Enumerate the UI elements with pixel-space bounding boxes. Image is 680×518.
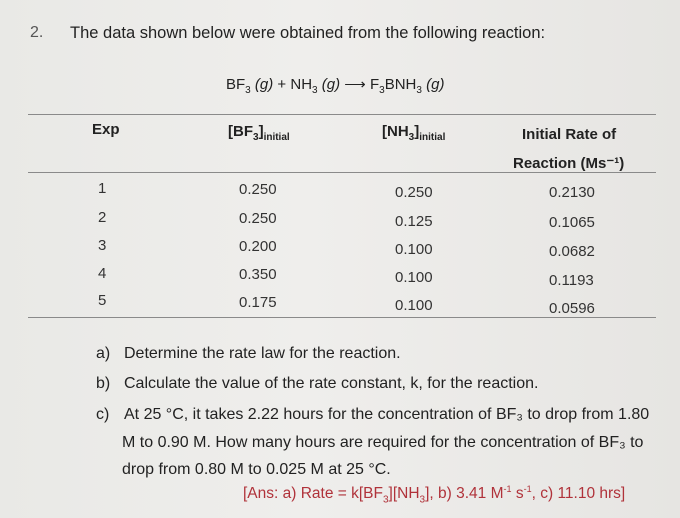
eq-product-b: BNH — [384, 76, 417, 93]
eq-reactant1-sub: 3 — [245, 85, 251, 96]
header-rate-line1: Initial Rate of — [522, 126, 617, 143]
cell-rate: 0.0596 — [549, 300, 595, 317]
header-bf3-a: [BF — [228, 123, 253, 140]
reaction-equation — [226, 75, 444, 96]
part-c-line2: M to 0.90 M. How many hours are required for the concentration of BF₃ to — [122, 434, 644, 451]
cell-rate: 0.1065 — [549, 214, 595, 231]
cell-nh3: 0.100 — [395, 269, 433, 286]
answer-line — [243, 484, 625, 505]
table-bottom-rule — [28, 317, 656, 318]
eq-plus: + — [277, 76, 287, 93]
answer-sub1: 3 — [382, 494, 389, 506]
eq-product-a-sub: 3 — [379, 85, 385, 96]
eq-reactant1: BF — [226, 76, 246, 93]
cell-bf3: 0.200 — [239, 238, 277, 255]
eq-reactant2-sub: 3 — [312, 85, 318, 96]
part-c-label: c) — [96, 406, 110, 423]
answer-sup2: -1 — [523, 484, 532, 494]
cell-exp: 5 — [98, 292, 107, 309]
part-b-label: b) — [96, 375, 111, 392]
cell-bf3: 0.175 — [239, 294, 277, 311]
answer-part4: s — [511, 485, 524, 503]
cell-nh3: 0.100 — [395, 297, 433, 314]
cell-rate: 0.0682 — [549, 243, 595, 260]
header-bf3-sub: 3 — [253, 132, 259, 143]
part-a-text: Determine the rate law for the reaction. — [124, 345, 401, 362]
header-bf3-b: ] — [258, 123, 264, 140]
cell-nh3: 0.250 — [395, 184, 433, 201]
cell-bf3: 0.350 — [239, 266, 277, 283]
header-nh3 — [382, 123, 445, 143]
part-c-line3: drop from 0.80 M to 0.025 M at 25 °C. — [122, 461, 391, 478]
table-top-rule — [28, 114, 656, 115]
answer-part2: ][NH — [388, 485, 420, 503]
header-nh3-sub: 3 — [408, 132, 415, 143]
eq-reactant1-state: (g) — [254, 76, 274, 93]
question-number: 2. — [30, 24, 44, 41]
cell-nh3: 0.125 — [395, 213, 433, 230]
part-a-label: a) — [96, 345, 111, 362]
answer-part3: ], b) 3.41 M — [425, 485, 504, 503]
part-b-text: Calculate the value of the rate constant, k, for the reaction. — [124, 375, 539, 392]
cell-exp: 2 — [98, 209, 107, 226]
cell-nh3: 0.100 — [395, 241, 433, 258]
answer-sup1: -1 — [503, 484, 512, 494]
part-c-line1: At 25 °C, it takes 2.22 hours for the concentration of BF₃ to drop from 1.80 — [124, 406, 650, 423]
header-bf3-label: initial — [263, 132, 290, 143]
header-rate-line2: Reaction (Ms⁻¹) — [513, 155, 625, 172]
eq-reactant2: NH — [290, 76, 313, 93]
eq-product-b-sub: 3 — [416, 85, 422, 96]
eq-arrow: ⟶ — [344, 76, 366, 93]
cell-exp: 4 — [98, 265, 107, 282]
header-nh3-a: [NH — [382, 123, 409, 140]
cell-rate: 0.2130 — [549, 184, 595, 201]
eq-product-state: (g) — [426, 76, 445, 93]
header-nh3-label: initial — [419, 132, 446, 143]
table-header-rule — [28, 172, 656, 173]
answer-part1: [Ans: a) Rate = k[BF — [243, 485, 383, 503]
header-exp: Exp — [92, 121, 120, 138]
cell-bf3: 0.250 — [239, 210, 277, 227]
eq-product-a: F — [369, 76, 380, 93]
cell-exp: 3 — [98, 237, 107, 254]
cell-bf3: 0.250 — [239, 181, 277, 198]
header-nh3-b: ] — [414, 123, 420, 140]
header-bf3 — [228, 123, 290, 143]
answer-part5: , c) 11.10 hrs] — [531, 485, 626, 503]
answer-sub2: 3 — [419, 494, 426, 506]
question-text: The data shown below were obtained from the following reaction: — [70, 24, 546, 42]
cell-rate: 0.1193 — [549, 272, 594, 289]
cell-exp: 1 — [98, 180, 107, 197]
eq-reactant2-state: (g) — [321, 76, 341, 93]
